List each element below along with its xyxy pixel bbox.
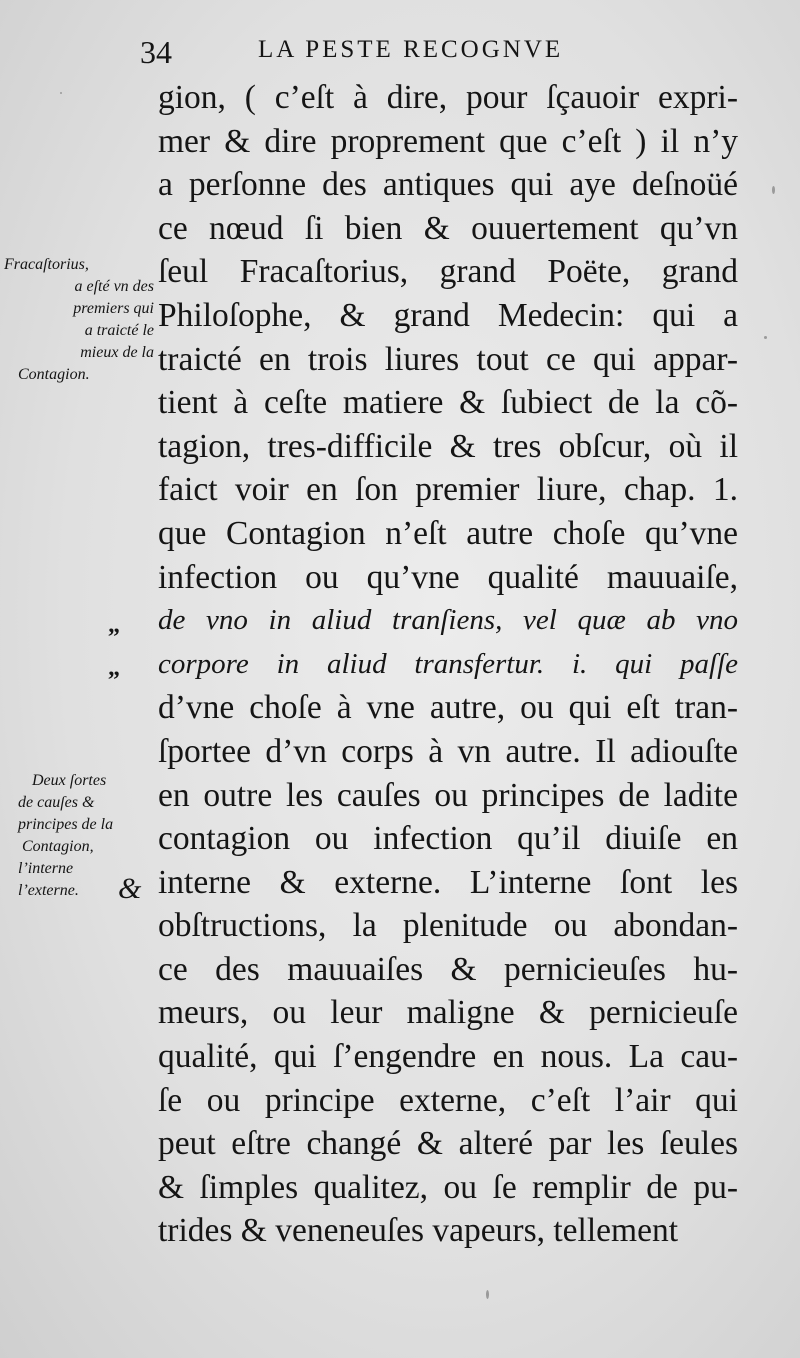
paper-speck [60, 92, 62, 94]
text-line: que Contagion n’eſt autre choſe qu’vne [158, 514, 738, 552]
text-line: en outre les cauſes ou principes de ladite [158, 776, 738, 814]
paper-speck [772, 186, 775, 194]
text-line: gion, ( c’eſt à dire, pour ſçauoir expri- [158, 79, 738, 116]
margin-note-line: Contagion, [22, 838, 94, 855]
text-line: Philoſophe, & grand Medecin: qui a [158, 296, 738, 334]
margin-note-line: premiers qui [73, 300, 154, 317]
text-line: traicté en trois liures tout ce qui appar- [158, 340, 738, 378]
page-number: 34 [140, 34, 172, 70]
margin-note-line: principes de la [18, 816, 114, 833]
margin-note-line: a eſté vn des [74, 278, 154, 295]
text-line: infection ou qu’vne qualité mauuaiſe, [158, 558, 738, 596]
quote-mark: „ [108, 655, 120, 681]
text-line: trides & veneneuſes vapeurs, tellement [158, 1212, 679, 1250]
margin-note-line: a traicté le [84, 322, 154, 339]
running-title: LA PESTE RECOGNVE [258, 36, 564, 63]
text-line: mer & dire proprement que c’eſt ) il n’y [158, 122, 738, 160]
text-line: & ſimples qualitez, ou ſe remplir de pu- [158, 1168, 738, 1206]
text-line: contagion ou infection qu’il diuiſe en [158, 820, 738, 858]
margin-note-line: Deux ſortes [32, 772, 107, 789]
text-line: tagion, tres-difficile & tres obſcur, où il [158, 427, 738, 465]
body-text [158, 76, 738, 1253]
text-line: meurs, ou leur maligne & pernicieuſe [158, 994, 738, 1032]
margin-note-line: l’externe. [18, 882, 79, 899]
text-line: obſtructions, la plenitude ou abondan- [158, 907, 738, 945]
margin-note-line: l’interne [18, 860, 74, 877]
page-header [140, 34, 760, 74]
text-line: faict voir en ſon premier liure, chap. 1. [158, 471, 738, 509]
text-line: ſe ou principe externe, c’eſt l’air qui [158, 1081, 738, 1119]
text-line: ce nœud ſi bien & ouuertement qu’vn [158, 209, 738, 247]
text-line: peut eſtre changé & alteré par les ſeules [158, 1125, 738, 1163]
quote-mark: „ [108, 612, 120, 638]
margin-note-deux-sortes [18, 770, 126, 902]
latin-quote-line: corpore in aliud transfertur. i. qui paſſe [158, 647, 738, 680]
text-line: d’vne choſe à vne autre, ou qui eſt tran- [158, 689, 738, 727]
margin-note-line: Fracaſtorius, [4, 256, 89, 273]
latin-quote-line: de vno in aliud tranſiens, vel quæ ab vno [158, 604, 738, 637]
text-line: qualité, qui ſ’engendre en nous. La cau- [158, 1038, 738, 1076]
margin-note-line: mieux de la [80, 344, 154, 361]
text-line: tient à ceſte matiere & ſubiect de la cõ- [158, 384, 738, 422]
margin-note-line: Contagion. [18, 366, 90, 383]
margin-note-fracastorius [4, 254, 154, 386]
paper-speck [764, 336, 767, 339]
text-line: interne & externe. L’interne ſont les [158, 863, 738, 901]
text-line: ce des mauuaiſes & pernicieuſes hu- [158, 950, 738, 988]
text-line: ſportee d’vn corps à vn autre. Il adiouſte [158, 732, 738, 770]
margin-note-line: de cauſes & [18, 794, 95, 811]
text-line: ſeul Fracaſtorius, grand Poëte, grand [158, 253, 738, 291]
paper-speck [486, 1290, 489, 1299]
margin-ampersand: & [118, 872, 142, 905]
text-line: a perſonne des antiques qui aye deſnoüé [158, 166, 738, 204]
